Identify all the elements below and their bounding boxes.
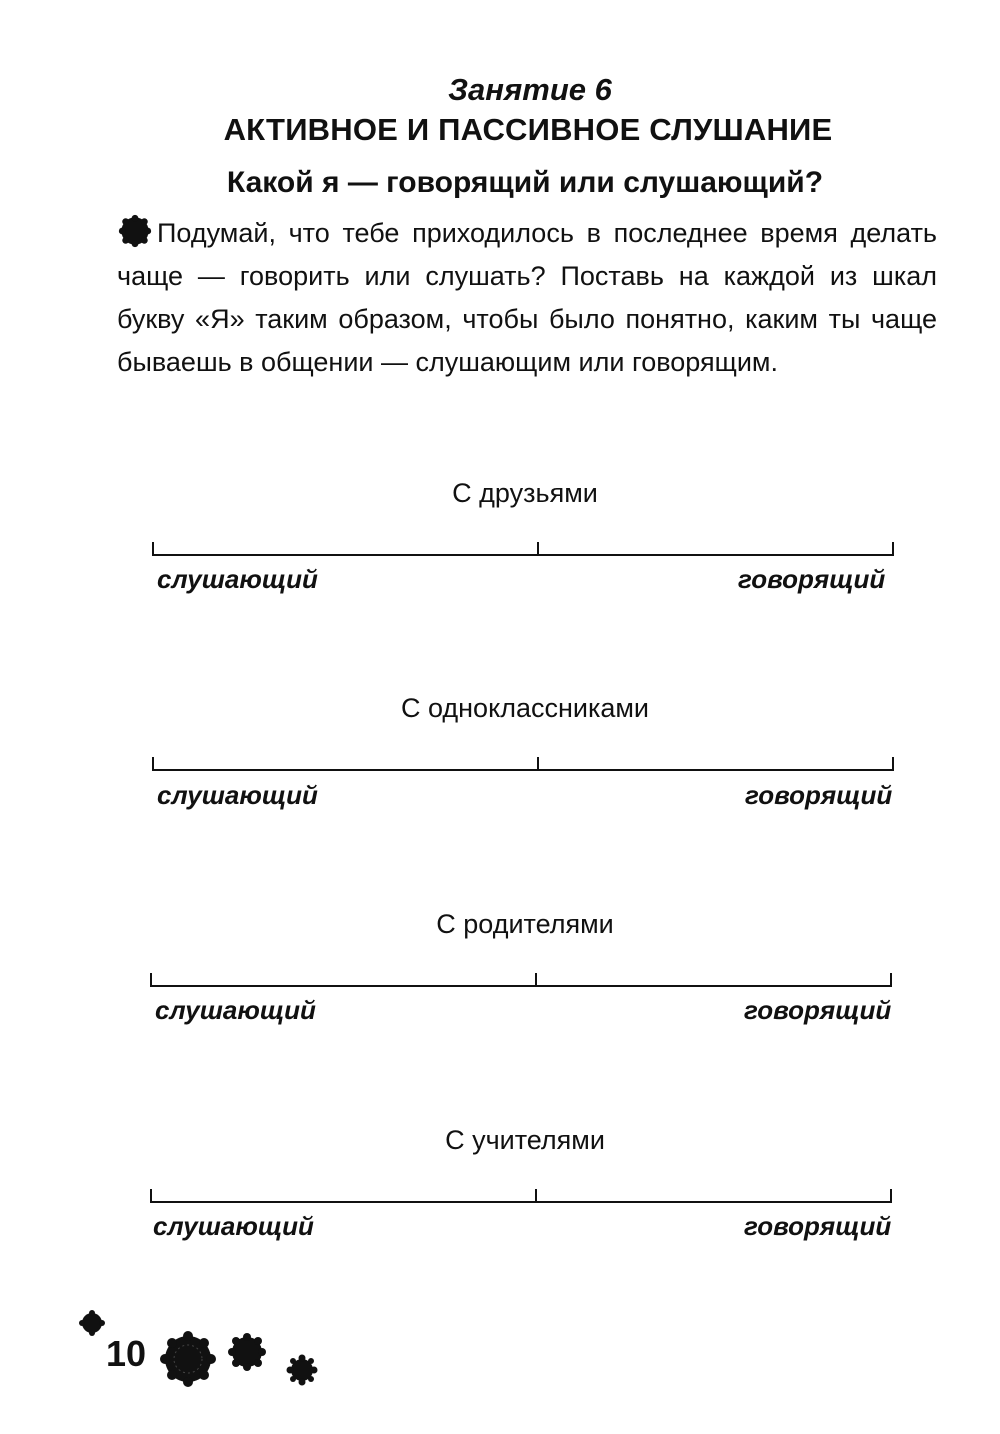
- scale-left-label: слушающий: [157, 564, 318, 594]
- scale-right-label: говорящий: [738, 564, 886, 594]
- scale-left-label: слушающий: [153, 1211, 314, 1241]
- scale-tick-right: [892, 757, 894, 771]
- scale-tick-left: [150, 973, 152, 987]
- scale-line[interactable]: [150, 1201, 892, 1203]
- lesson-title: АКТИВНОЕ И ПАССИВНОЕ СЛУШАНИЕ: [223, 112, 833, 147]
- scale-left-label: слушающий: [155, 995, 316, 1025]
- instruction-text: Подумай, что тебе приходилось в последнее время делать чаще — говорить или слушать? Поставь на каждой из шкал букву «Я» таким образом, чтобы было понятно, каким ты чаще бываешь в общении — слушающим или говорящим.: [117, 218, 937, 377]
- small-blob-icon: [286, 1354, 318, 1386]
- page-number: 10: [106, 1333, 147, 1374]
- scale-line[interactable]: [150, 985, 892, 987]
- instruction-paragraph: [117, 212, 937, 384]
- blob-bullet-icon: [117, 214, 153, 248]
- scale-right-label: говорящий: [744, 1211, 892, 1241]
- scale-line[interactable]: [152, 554, 894, 556]
- scale-line[interactable]: [152, 769, 894, 771]
- section-subtitle: Какой я — говорящий или слушающий?: [226, 166, 824, 199]
- scale-tick-middle: [535, 973, 537, 987]
- scale-tick-middle: [535, 1189, 537, 1203]
- scale-tick-right: [892, 542, 894, 556]
- scale-left-label: слушающий: [157, 780, 318, 810]
- scale-tick-left: [152, 757, 154, 771]
- scale-title: С друзьями: [452, 478, 598, 508]
- scale-tick-right: [890, 973, 892, 987]
- scale-tick-right: [890, 1189, 892, 1203]
- scale-right-label: говорящий: [744, 995, 892, 1025]
- medium-blob-icon: [226, 1332, 268, 1372]
- scale-tick-middle: [537, 542, 539, 556]
- scale-tick-middle: [537, 757, 539, 771]
- scale-right-label: говорящий: [745, 780, 893, 810]
- scale-tick-left: [152, 542, 154, 556]
- large-blob-icon: [158, 1330, 218, 1388]
- small-blob-icon: [79, 1310, 105, 1336]
- lesson-number: Занятие 6: [448, 72, 612, 107]
- scale-title: С учителями: [445, 1125, 605, 1155]
- scale-title: С родителями: [436, 909, 614, 939]
- scale-title: С одноклассниками: [400, 693, 650, 723]
- scale-tick-left: [150, 1189, 152, 1203]
